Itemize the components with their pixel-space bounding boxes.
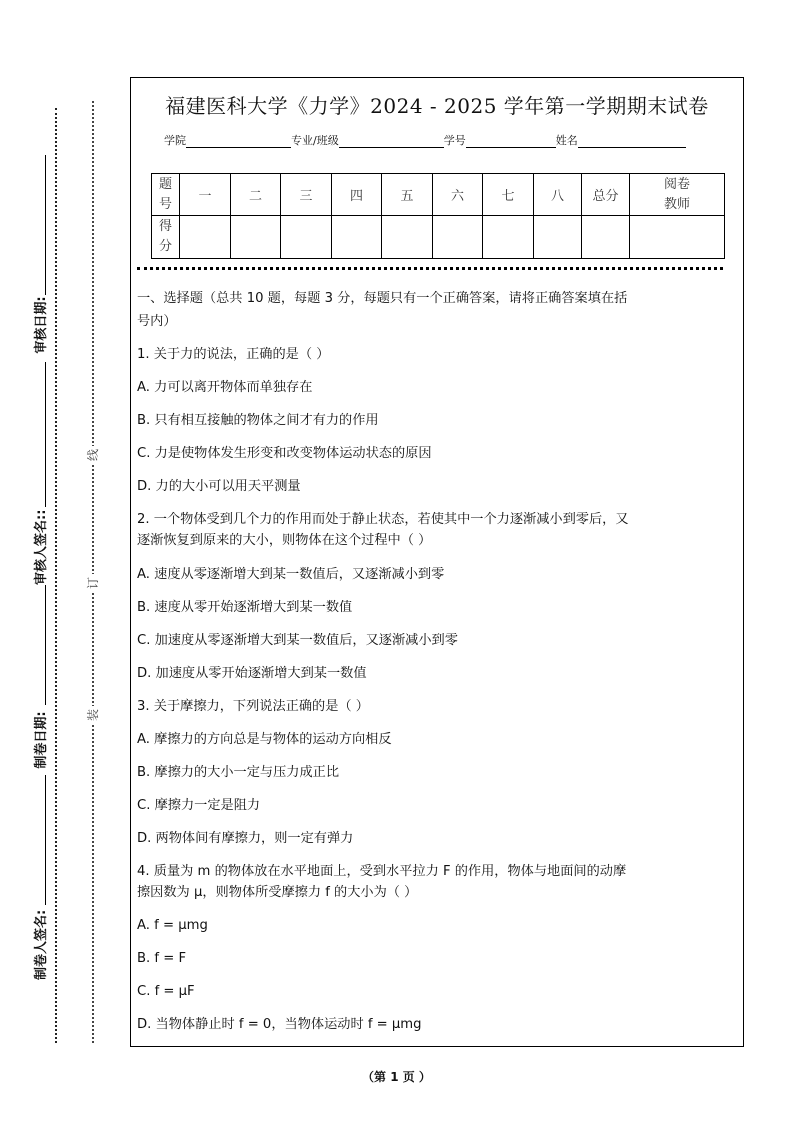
col-header-1: 一: [180, 174, 231, 216]
signature-line-1: [45, 155, 46, 295]
col-header-total: 总分: [582, 174, 630, 216]
question-3-option-d: D. 两物体间有摩擦力，则一定有弹力: [137, 831, 354, 846]
major-class-field[interactable]: [339, 135, 444, 148]
score-cell-8[interactable]: [534, 216, 582, 259]
question-1-option-b: B. 只有相互接触的物体之间才有力的作用: [137, 413, 379, 428]
signature-line-4: [45, 775, 46, 905]
signature-line-2: [45, 362, 46, 507]
exam-title: 福建医科大学《力学》2024 - 2025 学年第一学期期末试卷: [165, 94, 709, 118]
question-3-stem: 3. 关于摩擦力，下列说法正确的是（ ）: [137, 699, 369, 714]
college-field[interactable]: [186, 135, 291, 148]
score-cell-3[interactable]: [281, 216, 332, 259]
question-2-option-b: B. 速度从零开始逐渐增大到某一数值: [137, 600, 353, 615]
col-header-3: 三: [281, 174, 332, 216]
exam-page-frame: [130, 77, 744, 1047]
student-info-row: [164, 132, 686, 148]
header-char: 分: [158, 239, 172, 254]
question-2-stem-line-2: 逐渐恢复到原来的大小，则物体在这个过程中（ ）: [137, 533, 432, 548]
score-cell-grader[interactable]: [630, 216, 725, 259]
dotted-separator: [137, 267, 723, 270]
binding-dotted-line-inner: [92, 101, 94, 1043]
question-2-option-d: D. 加速度从零开始逐渐增大到某一数值: [137, 666, 367, 681]
col-header-6: 六: [433, 174, 483, 216]
score-cell-5[interactable]: [382, 216, 433, 259]
name-field[interactable]: [578, 135, 686, 148]
score-cell-total[interactable]: [582, 216, 630, 259]
college-label: 学院: [164, 134, 186, 147]
student-id-label: 学号: [443, 134, 466, 147]
col-header-2: 二: [231, 174, 281, 216]
question-4-option-d: D. 当物体静止时 f = 0，当物体运动时 f = μmg: [137, 1017, 422, 1032]
binding-char-zhuang: 装: [84, 706, 102, 724]
question-1-option-c: C. 力是使物体发生形变和改变物体运动状态的原因: [137, 446, 432, 461]
reviewer-signature-label: 审核人签名::: [32, 515, 52, 585]
score-row-header: [152, 216, 180, 259]
question-2-option-a: A. 速度从零逐渐增大到某一数值后，又逐渐减小到零: [137, 567, 445, 582]
question-1-option-a: A. 力可以离开物体而单独存在: [137, 380, 313, 395]
header-char: 号: [158, 196, 172, 212]
question-number-header: [152, 174, 180, 216]
review-date-label: 审核日期:: [32, 295, 52, 355]
question-4-option-c: C. f = μF: [137, 984, 195, 999]
header-char: 得: [158, 219, 172, 234]
question-3-option-c: C. 摩擦力一定是阻力: [137, 798, 261, 813]
signature-line-3: [45, 585, 46, 705]
score-cell-2[interactable]: [231, 216, 281, 259]
major-class-label: 专业/班级: [291, 134, 339, 147]
col-header-5: 五: [382, 174, 433, 216]
grader-char: 教师: [663, 196, 690, 212]
page-number: （第 1 页 ）: [362, 1070, 431, 1084]
compiler-signature-label: 制卷人签名:: [32, 920, 52, 980]
question-1-option-d: D. 力的大小可以用天平测量: [137, 479, 301, 494]
question-3-option-b: B. 摩擦力的大小一定与压力成正比: [137, 765, 340, 780]
col-header-grader: [630, 174, 725, 216]
binding-char-ding: 订: [84, 574, 102, 592]
name-label: 姓名: [555, 134, 578, 147]
section-heading-line-2: 号内）: [137, 314, 177, 329]
question-4-option-b: B. f = F: [137, 951, 187, 966]
question-3-option-a: A. 摩擦力的方向总是与物体的运动方向相反: [137, 732, 392, 747]
question-4-stem-line-1: 4. 质量为 m 的物体放在水平地面上，受到水平拉力 F 的作用，物体与地面间的动摩: [137, 864, 627, 879]
score-cell-1[interactable]: [180, 216, 231, 259]
student-id-field[interactable]: [466, 135, 556, 148]
header-char: 题: [158, 176, 172, 192]
compile-date-label: 制卷日期:: [32, 710, 52, 770]
question-4-option-a: A. f = μmg: [137, 918, 208, 933]
binding-char-xian: 线: [84, 446, 102, 464]
score-cell-6[interactable]: [433, 216, 483, 259]
question-2-option-c: C. 加速度从零逐渐增大到某一数值后，又逐渐减小到零: [137, 633, 458, 648]
question-1-stem: 1. 关于力的说法，正确的是（ ）: [137, 347, 330, 362]
binding-dotted-line-outer: [55, 108, 57, 1043]
col-header-7: 七: [483, 174, 534, 216]
question-2-stem-line-1: 2. 一个物体受到几个力的作用而处于静止状态，若使其中一个力逐渐减小到零后，又: [137, 512, 629, 527]
score-cell-7[interactable]: [483, 216, 534, 259]
grader-char: 阅卷: [663, 176, 690, 192]
question-number-row: [152, 174, 725, 216]
col-header-8: 八: [534, 174, 582, 216]
section-heading-line-1: 一、选择题（总共 10 题，每题 3 分，每题只有一个正确答案，请将正确答案填在括: [137, 291, 628, 306]
col-header-4: 四: [332, 174, 382, 216]
score-row: [152, 216, 725, 259]
score-table: [151, 173, 725, 259]
score-cell-4[interactable]: [332, 216, 382, 259]
question-4-stem-line-2: 擦因数为 μ，则物体所受摩擦力 f 的大小为（ ）: [137, 885, 418, 900]
